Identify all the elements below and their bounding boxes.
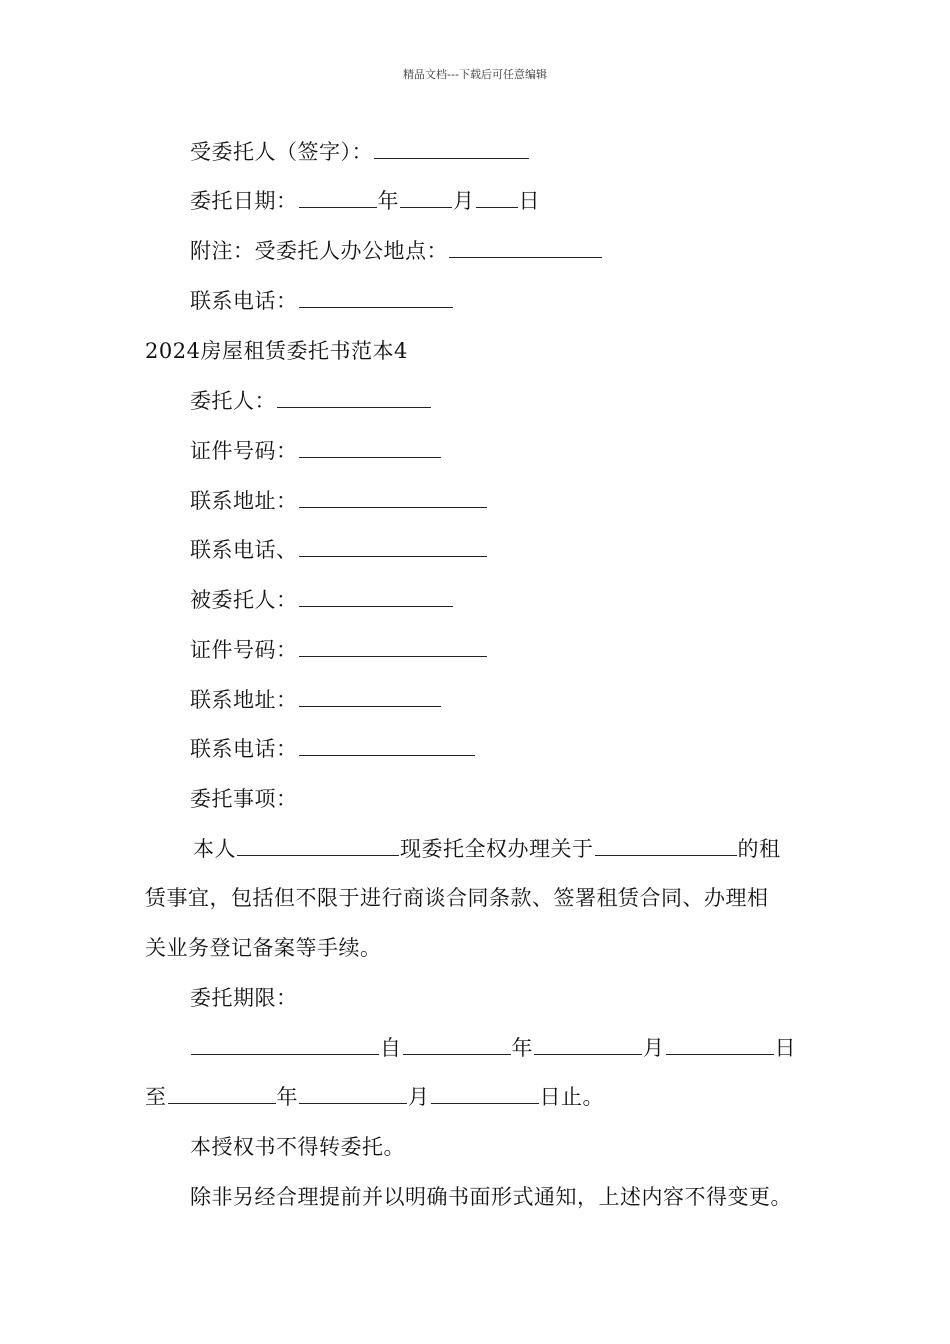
agent-signature-blank	[374, 140, 529, 159]
phone-label-3: 联系电话：	[190, 737, 298, 761]
section-title-text: 2024房屋租赁委托书范本4	[145, 339, 408, 363]
section-title	[145, 339, 408, 363]
final-clause-text: 除非另经合理提前并以明确书面形式通知，上述内容不得变更。	[190, 1185, 792, 1209]
address-blank-2	[299, 688, 441, 707]
body-line-2	[145, 886, 769, 910]
body-line-1	[193, 837, 781, 861]
from-text: 自	[380, 1036, 402, 1060]
body-entrust-text: 现委托全权办理关于	[400, 837, 594, 861]
body-rent-text: 的租	[737, 837, 781, 861]
matters-heading	[190, 787, 298, 811]
to-month-blank	[299, 1085, 407, 1104]
matters-heading-text: 委托事项：	[190, 787, 298, 811]
body-line-3-text: 关业务登记备案等手续。	[145, 936, 382, 960]
phone-blank-1	[299, 289, 453, 308]
agent-blank	[299, 588, 453, 607]
day-blank	[476, 189, 518, 208]
day-text: 日	[518, 189, 540, 213]
no-subdelegation-line	[190, 1135, 405, 1159]
from-day-text: 日	[774, 1036, 796, 1060]
address-blank-1	[299, 489, 487, 508]
office-note-line	[190, 239, 603, 263]
to-text: 至	[145, 1085, 167, 1109]
address-label-2: 联系地址：	[190, 688, 298, 712]
to-year-blank	[168, 1085, 276, 1104]
agent-signature-label: 受委托人（签字）：	[190, 140, 373, 164]
id-line-2	[190, 638, 488, 662]
principal-blank	[277, 389, 431, 408]
address-line-2	[190, 688, 442, 712]
body-line-2-text: 赁事宜，包括但不限于进行商谈合同条款、签署租赁合同、办理相	[145, 886, 769, 910]
agent-signature-line	[190, 140, 530, 164]
to-year-text: 年	[276, 1085, 298, 1109]
id-line-1	[190, 439, 442, 463]
page-header: 精品文档---下载后可任意编辑	[403, 68, 547, 81]
month-text: 月	[453, 189, 475, 213]
phone-label-1: 联系电话：	[190, 289, 298, 313]
principal-name-blank	[237, 837, 399, 856]
id-blank-2	[299, 638, 487, 657]
phone-blank-2	[299, 538, 487, 557]
entrust-date-line	[190, 189, 540, 213]
period-name-blank	[191, 1036, 379, 1055]
to-day-blank	[431, 1085, 539, 1104]
period-heading-text: 委托期限：	[190, 986, 298, 1010]
period-heading	[190, 986, 298, 1010]
office-note-label: 附注：受委托人办公地点：	[190, 239, 448, 263]
principal-label: 委托人：	[190, 389, 276, 413]
phone-line-3	[190, 737, 476, 761]
from-year-text: 年	[511, 1036, 533, 1060]
body-principal-text: 本人	[193, 837, 236, 861]
property-blank	[595, 837, 737, 856]
id-label-1: 证件号码：	[190, 439, 298, 463]
phone-label-2: 联系电话、	[190, 538, 298, 562]
from-day-blank	[666, 1036, 774, 1055]
month-blank	[400, 189, 452, 208]
phone-blank-3	[299, 737, 475, 756]
body-line-3	[145, 936, 382, 960]
entrust-date-label: 委托日期：	[190, 189, 298, 213]
address-label-1: 联系地址：	[190, 489, 298, 513]
period-line-2	[145, 1085, 604, 1109]
until-text: 日止。	[539, 1085, 604, 1109]
final-clause-line	[190, 1185, 792, 1209]
from-month-text: 月	[643, 1036, 665, 1060]
phone-line-1	[190, 289, 454, 313]
phone-line-2	[190, 538, 488, 562]
year-text: 年	[377, 189, 399, 213]
agent-label: 被委托人：	[190, 588, 298, 612]
to-month-text: 月	[408, 1085, 430, 1109]
office-blank	[449, 239, 602, 258]
id-label-2: 证件号码：	[190, 638, 298, 662]
year-blank	[299, 189, 377, 208]
period-line-1	[190, 1036, 796, 1060]
id-blank-1	[299, 439, 441, 458]
from-year-blank	[403, 1036, 511, 1055]
no-subdelegation-text: 本授权书不得转委托。	[190, 1135, 405, 1159]
principal-line	[190, 389, 432, 413]
agent-line	[190, 588, 454, 612]
from-month-blank	[534, 1036, 642, 1055]
address-line-1	[190, 489, 488, 513]
